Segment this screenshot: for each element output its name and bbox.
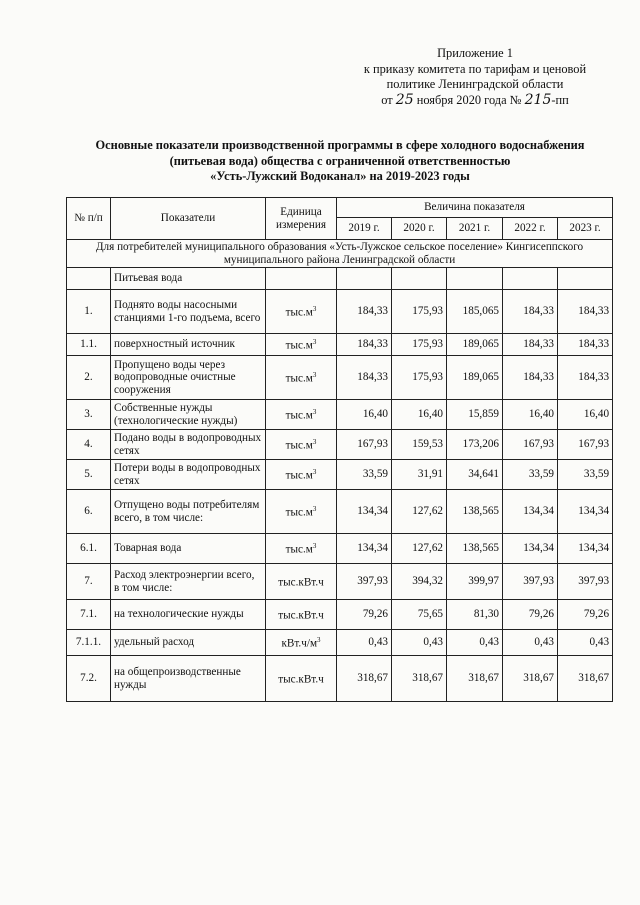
- unit-text: тыс.м: [285, 507, 313, 520]
- row-value: 397,93: [337, 564, 392, 600]
- row-unit: [266, 334, 337, 356]
- row-indicator: Собственные нужды (технологические нужды): [111, 400, 266, 430]
- row-value: 134,34: [503, 534, 558, 564]
- row-number: 2.: [67, 356, 111, 400]
- row-value: 184,33: [337, 334, 392, 356]
- row-value: 138,565: [447, 534, 503, 564]
- section-title: Для потребителей муниципального образования «Усть-Лужское сельское поселение» Кингисеппского муниципального района Ленинградской области: [67, 240, 613, 268]
- row-indicator: Подано воды в водопроводных сетях: [111, 430, 266, 460]
- row-unit: [266, 290, 337, 334]
- indicators-table: [66, 197, 613, 702]
- row-number: 7.2.: [67, 656, 111, 702]
- row-number: 7.1.: [67, 600, 111, 630]
- row-value: 318,67: [392, 656, 447, 702]
- unit-superscript: 3: [312, 371, 317, 380]
- row-number: 1.1.: [67, 334, 111, 356]
- row-value: 79,26: [337, 600, 392, 630]
- date-prefix: от: [381, 92, 393, 107]
- row-value: 184,33: [503, 356, 558, 400]
- row-value: 185,065: [447, 290, 503, 334]
- unit-superscript: 3: [312, 468, 317, 477]
- unit-text: тыс.м: [285, 440, 313, 453]
- row-unit: [266, 564, 337, 600]
- row-value: 0,43: [392, 630, 447, 656]
- header-year: 2021 г.: [447, 218, 503, 240]
- row-value: 134,34: [558, 490, 613, 534]
- row-value: 189,065: [447, 356, 503, 400]
- unit-superscript: 3: [312, 542, 317, 551]
- row-unit: [266, 356, 337, 400]
- row-number: 7.: [67, 564, 111, 600]
- row-value: 173,206: [447, 430, 503, 460]
- row-indicator: Потери воды в водопроводных сетях: [111, 460, 266, 490]
- row-unit: [266, 630, 337, 656]
- header-year: 2020 г.: [392, 218, 447, 240]
- row-value: 394,32: [392, 564, 447, 600]
- row-value: 0,43: [558, 630, 613, 656]
- appendix-date-line: [330, 93, 620, 109]
- row-value: 175,93: [392, 356, 447, 400]
- table-row: [67, 564, 613, 600]
- row-value: 167,93: [503, 430, 558, 460]
- unit-text: тыс.м: [285, 544, 313, 557]
- date-day: 25: [395, 91, 414, 108]
- subsection-title: Питьевая вода: [111, 268, 266, 290]
- table-row: [67, 600, 613, 630]
- table-row: [67, 534, 613, 564]
- row-number: 6.: [67, 490, 111, 534]
- unit-text: тыс.кВт.ч: [278, 674, 324, 687]
- row-value: 34,641: [447, 460, 503, 490]
- unit-text: тыс.м: [285, 470, 313, 483]
- row-indicator: на технологические нужды: [111, 600, 266, 630]
- empty-cell: [67, 268, 111, 290]
- table-row: [67, 334, 613, 356]
- row-number: 4.: [67, 430, 111, 460]
- row-unit: [266, 490, 337, 534]
- unit-superscript: 3: [312, 408, 317, 417]
- row-value: 127,62: [392, 490, 447, 534]
- row-number: 1.: [67, 290, 111, 334]
- unit-text: тыс.м: [285, 410, 313, 423]
- row-value: 184,33: [503, 290, 558, 334]
- row-indicator: удельный расход: [111, 630, 266, 656]
- header-indicator: Показатели: [111, 198, 266, 240]
- row-value: 397,93: [558, 564, 613, 600]
- row-value: 16,40: [337, 400, 392, 430]
- row-value: 134,34: [337, 490, 392, 534]
- row-indicator: поверхностный источник: [111, 334, 266, 356]
- row-value: 184,33: [337, 290, 392, 334]
- row-number: 7.1.1.: [67, 630, 111, 656]
- row-value: 134,34: [503, 490, 558, 534]
- row-unit: [266, 600, 337, 630]
- row-indicator: Товарная вода: [111, 534, 266, 564]
- row-value: 138,565: [447, 490, 503, 534]
- row-indicator: Отпущено воды потребителям всего, в том числе:: [111, 490, 266, 534]
- table-row: [67, 290, 613, 334]
- row-value: 159,53: [392, 430, 447, 460]
- unit-text: тыс.м: [285, 340, 313, 353]
- row-value: 318,67: [337, 656, 392, 702]
- title-line-1: Основные показатели производственной программы в сфере холодного водоснабжения: [95, 138, 585, 152]
- header-year: 2022 г.: [503, 218, 558, 240]
- row-value: 75,65: [392, 600, 447, 630]
- row-value: 0,43: [447, 630, 503, 656]
- unit-text: кВт.ч/м: [281, 638, 318, 651]
- row-number: 6.1.: [67, 534, 111, 564]
- appendix-line-1: Приложение 1: [437, 46, 513, 60]
- row-value: 167,93: [337, 430, 392, 460]
- row-unit: [266, 400, 337, 430]
- empty-cell: [558, 268, 613, 290]
- row-value: 175,93: [392, 334, 447, 356]
- row-value: 31,91: [392, 460, 447, 490]
- row-value: 318,67: [447, 656, 503, 702]
- table-row: [67, 430, 613, 460]
- header-num: № п/п: [67, 198, 111, 240]
- row-value: 127,62: [392, 534, 447, 564]
- appendix-line-3: политике Ленинградской области: [386, 77, 564, 91]
- appendix-line-2: к приказу комитета по тарифам и ценовой: [363, 61, 587, 76]
- header-year: 2023 г.: [558, 218, 613, 240]
- row-value: 134,34: [558, 534, 613, 564]
- row-value: 16,40: [392, 400, 447, 430]
- row-value: 184,33: [558, 290, 613, 334]
- row-value: 79,26: [503, 600, 558, 630]
- date-middle: ноября 2020 года №: [416, 92, 522, 107]
- row-value: 184,33: [558, 334, 613, 356]
- title-line-2: (питьевая вода) общества с ограниченной ответственностью: [169, 153, 511, 168]
- row-indicator: на общепроизводственные нужды: [111, 656, 266, 702]
- row-value: 184,33: [503, 334, 558, 356]
- row-value: 16,40: [558, 400, 613, 430]
- unit-text: тыс.м: [285, 307, 313, 320]
- empty-cell: [447, 268, 503, 290]
- row-value: 16,40: [503, 400, 558, 430]
- row-value: 318,67: [558, 656, 613, 702]
- row-indicator: Пропущено воды через водопроводные очистные сооружения: [111, 356, 266, 400]
- header-value-group: Величина показателя: [337, 198, 613, 218]
- table-row: [67, 490, 613, 534]
- unit-text: тыс.м: [285, 373, 313, 386]
- row-value: 15,859: [447, 400, 503, 430]
- row-number: 5.: [67, 460, 111, 490]
- header-year: 2019 г.: [337, 218, 392, 240]
- unit-superscript: 3: [312, 505, 317, 514]
- row-unit: [266, 656, 337, 702]
- row-value: 81,30: [447, 600, 503, 630]
- appendix-block: [330, 46, 620, 108]
- row-value: 184,33: [337, 356, 392, 400]
- unit-superscript: 3: [312, 305, 317, 314]
- table-row: [67, 656, 613, 702]
- empty-cell: [392, 268, 447, 290]
- row-value: 0,43: [503, 630, 558, 656]
- row-unit: [266, 534, 337, 564]
- row-value: 318,67: [503, 656, 558, 702]
- row-unit: [266, 430, 337, 460]
- unit-superscript: 3: [317, 636, 321, 645]
- table-row: [67, 630, 613, 656]
- row-value: 189,065: [447, 334, 503, 356]
- empty-cell: [503, 268, 558, 290]
- unit-text: тыс.кВт.ч: [278, 610, 324, 623]
- row-value: 167,93: [558, 430, 613, 460]
- row-indicator: Поднято воды насосными станциями 1-го подъема, всего: [111, 290, 266, 334]
- row-value: 33,59: [337, 460, 392, 490]
- table-row: [67, 400, 613, 430]
- row-value: 33,59: [558, 460, 613, 490]
- row-value: 79,26: [558, 600, 613, 630]
- empty-cell: [337, 268, 392, 290]
- row-value: 33,59: [503, 460, 558, 490]
- order-suffix: -пп: [551, 92, 569, 107]
- header-unit: Единица измерения: [266, 198, 337, 240]
- row-indicator: Расход электроэнергии всего, в том числе:: [111, 564, 266, 600]
- document-title: [70, 138, 610, 185]
- row-value: 175,93: [392, 290, 447, 334]
- unit-text: тыс.кВт.ч: [278, 577, 324, 590]
- row-value: 0,43: [337, 630, 392, 656]
- table-row: [67, 356, 613, 400]
- unit-superscript: 3: [312, 438, 317, 447]
- row-value: 134,34: [337, 534, 392, 564]
- title-line-3: «Усть-Лужский Водоканал» на 2019-2023 годы: [210, 169, 470, 183]
- order-number: 215: [524, 91, 552, 108]
- row-number: 3.: [67, 400, 111, 430]
- row-value: 399,97: [447, 564, 503, 600]
- table-row: [67, 460, 613, 490]
- unit-superscript: 3: [312, 338, 317, 347]
- row-unit: [266, 460, 337, 490]
- row-value: 397,93: [503, 564, 558, 600]
- row-value: 184,33: [558, 356, 613, 400]
- empty-cell: [266, 268, 337, 290]
